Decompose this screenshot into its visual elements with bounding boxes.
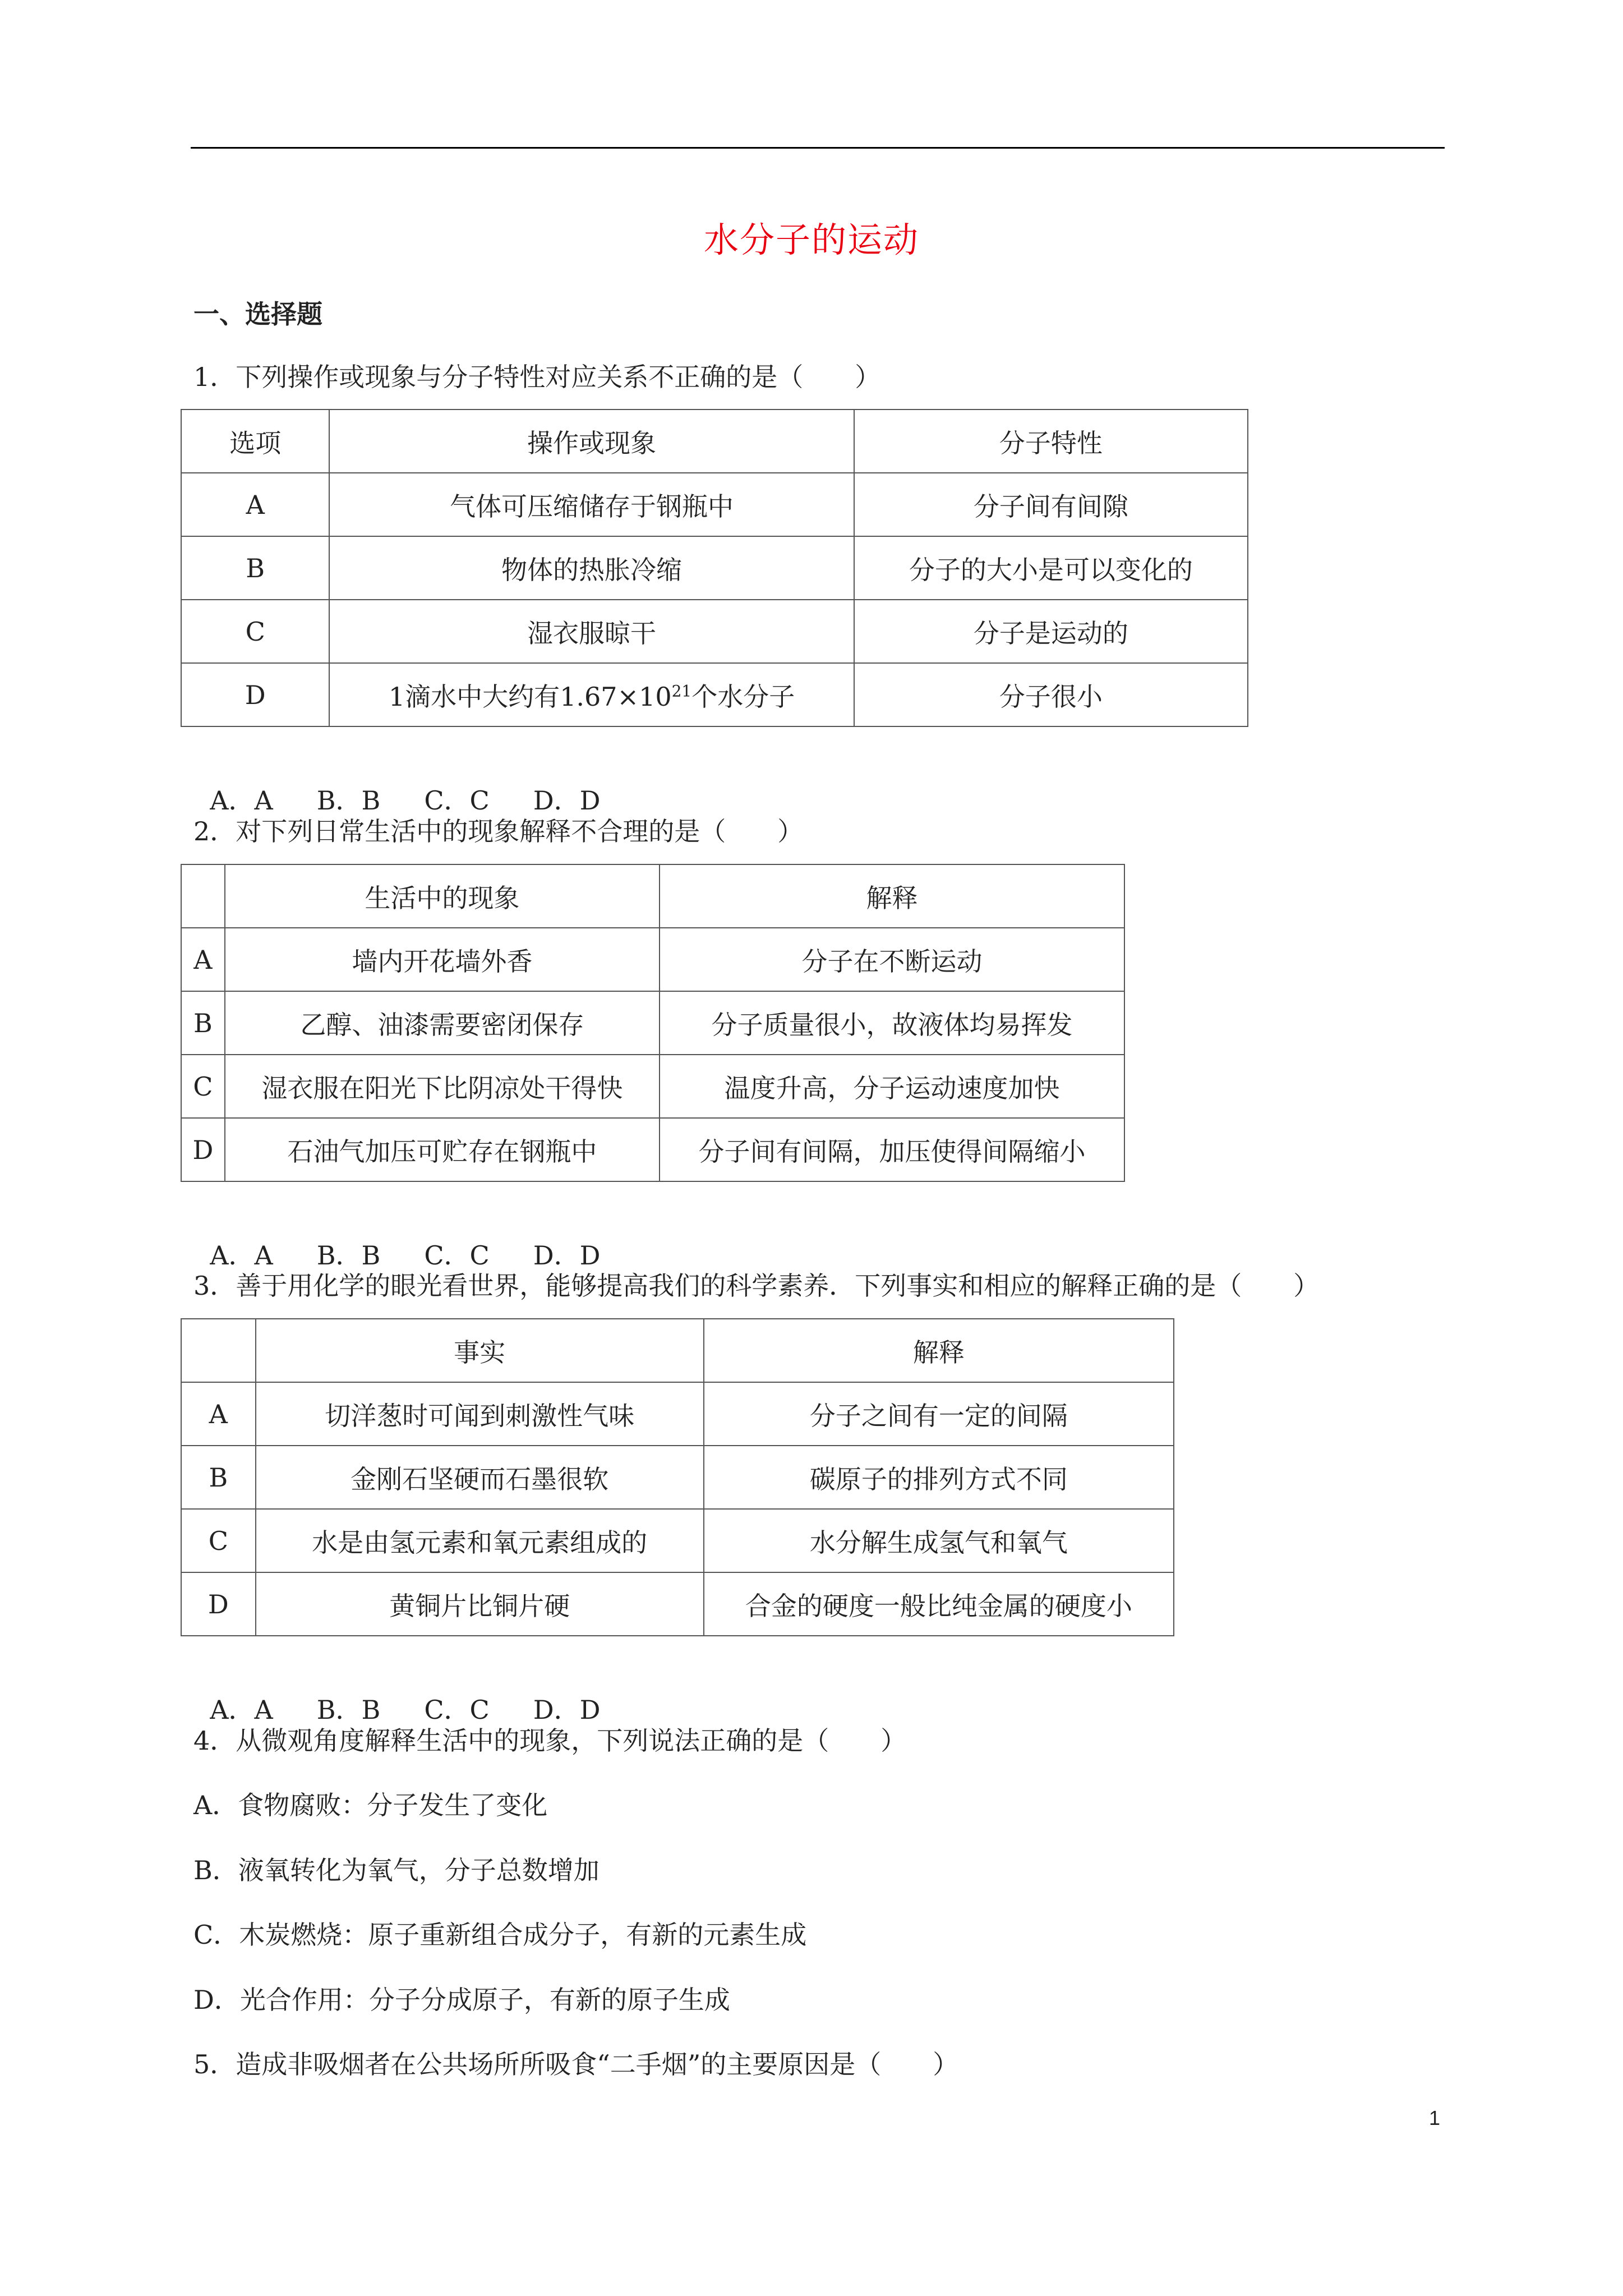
option-b: B．B xyxy=(316,1240,381,1271)
page-title: 水分子的运动 xyxy=(703,219,919,260)
option-d: D．D xyxy=(533,785,601,816)
header-cell: 分子特性 xyxy=(854,409,1248,473)
table-cell: D xyxy=(181,1118,225,1181)
table-cell: A xyxy=(181,1382,256,1446)
option-a: A．A xyxy=(210,1695,273,1725)
table-row xyxy=(181,928,1124,991)
q1-options xyxy=(193,750,644,817)
q4-choice-d: D．光合作用：分子分成原子，有新的原子生成 xyxy=(193,1985,730,2015)
table-cell: 分子是运动的 xyxy=(854,600,1248,663)
option-b: B．B xyxy=(316,1695,381,1725)
table-cell: 水是由氢元素和氧元素组成的 xyxy=(256,1509,704,1572)
superscript-exponent: 21 xyxy=(671,682,692,701)
q5-stem: 5．造成非吸烟者在公共场所所吸食“二手烟”的主要原因是（ ） xyxy=(193,2049,959,2079)
table-row xyxy=(181,473,1248,536)
q4-choice-a: A．食物腐败：分子发生了变化 xyxy=(193,1790,548,1820)
option-d: D．D xyxy=(533,1695,601,1725)
option-a: A．A xyxy=(210,785,273,816)
table-cell: 湿衣服在阳光下比阴凉处干得快 xyxy=(225,1055,660,1118)
table-cell: B xyxy=(181,991,225,1055)
header-rule xyxy=(191,147,1445,149)
table-cell: C xyxy=(181,1509,256,1572)
table-cell: D xyxy=(181,663,329,726)
table-row xyxy=(181,991,1124,1055)
table-cell: 碳原子的排列方式不同 xyxy=(704,1446,1174,1509)
table-cell: C xyxy=(181,1055,225,1118)
section-heading: 一、选择题 xyxy=(193,299,322,329)
q2-options xyxy=(193,1205,644,1272)
header-cell: 事实 xyxy=(256,1319,704,1382)
option-a: A．A xyxy=(210,1240,273,1271)
table-row xyxy=(181,663,1248,726)
table-row xyxy=(181,1509,1174,1572)
header-cell: 操作或现象 xyxy=(329,409,854,473)
table-cell: 气体可压缩储存于钢瓶中 xyxy=(329,473,854,536)
table-cell: 分子之间有一定的间隔 xyxy=(704,1382,1174,1446)
q1-stem: 1．下列操作或现象与分子特性对应关系不正确的是（ ） xyxy=(193,362,881,392)
table-cell: 金刚石坚硬而石墨很软 xyxy=(256,1446,704,1509)
option-d: D．D xyxy=(533,1240,601,1271)
option-c: C．C xyxy=(424,1695,490,1725)
option-b: B．B xyxy=(316,785,381,816)
header-cell xyxy=(181,864,225,928)
header-cell: 选项 xyxy=(181,409,329,473)
table-cell: 物体的热胀冷缩 xyxy=(329,536,854,600)
table-cell: 墙内开花墙外香 xyxy=(225,928,660,991)
cell-text-tail: 个水分子 xyxy=(691,681,795,712)
table-row xyxy=(181,1446,1174,1509)
table-cell: 分子很小 xyxy=(854,663,1248,726)
table-cell: 分子质量很小，故液体均易挥发 xyxy=(660,991,1124,1055)
table-row xyxy=(181,1118,1124,1181)
table-cell xyxy=(329,663,854,726)
table-cell: 分子在不断运动 xyxy=(660,928,1124,991)
table-cell: 温度升高，分子运动速度加快 xyxy=(660,1055,1124,1118)
table-cell: B xyxy=(181,536,329,600)
header-cell xyxy=(181,1319,256,1382)
table-cell: A xyxy=(181,928,225,991)
header-cell: 解释 xyxy=(704,1319,1174,1382)
table-row xyxy=(181,1055,1124,1118)
table-cell: 黄铜片比铜片硬 xyxy=(256,1572,704,1636)
table-header-row xyxy=(181,409,1248,473)
table-cell: B xyxy=(181,1446,256,1509)
q3-table xyxy=(181,1318,1174,1636)
header-cell: 生活中的现象 xyxy=(225,864,660,928)
table-cell: C xyxy=(181,600,329,663)
q4-stem: 4．从微观角度解释生活中的现象，下列说法正确的是（ ） xyxy=(193,1726,907,1756)
header-cell: 解释 xyxy=(660,864,1124,928)
q4-choice-c: C．木炭燃烧：原子重新组合成分子，有新的元素生成 xyxy=(193,1920,807,1950)
table-cell: D xyxy=(181,1572,256,1636)
page-number: 1 xyxy=(1429,2106,1441,2129)
table-row xyxy=(181,600,1248,663)
table-cell: 合金的硬度一般比纯金属的硬度小 xyxy=(704,1572,1174,1636)
table-cell: A xyxy=(181,473,329,536)
option-c: C．C xyxy=(424,785,490,816)
table-cell: 分子间有间隔，加压使得间隔缩小 xyxy=(660,1118,1124,1181)
table-header-row xyxy=(181,1319,1174,1382)
option-c: C．C xyxy=(424,1240,490,1271)
q3-options xyxy=(193,1659,644,1727)
q1-table xyxy=(181,409,1248,727)
table-header-row xyxy=(181,864,1124,928)
table-cell: 分子的大小是可以变化的 xyxy=(854,536,1248,600)
table-cell: 水分解生成氢气和氧气 xyxy=(704,1509,1174,1572)
cell-text: 1滴水中大约有1.67×10 xyxy=(388,681,672,712)
table-cell: 切洋葱时可闻到刺激性气味 xyxy=(256,1382,704,1446)
table-row xyxy=(181,1572,1174,1636)
table-cell: 乙醇、油漆需要密闭保存 xyxy=(225,991,660,1055)
q3-stem: 3．善于用化学的眼光看世界，能够提高我们的科学素养．下列事实和相应的解释正确的是（ ） xyxy=(193,1271,1320,1301)
table-cell: 石油气加压可贮存在钢瓶中 xyxy=(225,1118,660,1181)
table-cell: 分子间有间隙 xyxy=(854,473,1248,536)
table-cell: 湿衣服晾干 xyxy=(329,600,854,663)
q2-table xyxy=(181,864,1125,1182)
table-row xyxy=(181,1382,1174,1446)
table-row xyxy=(181,536,1248,600)
q2-stem: 2．对下列日常生活中的现象解释不合理的是（ ） xyxy=(193,816,804,846)
q4-choice-b: B．液氧转化为氧气，分子总数增加 xyxy=(193,1855,600,1885)
